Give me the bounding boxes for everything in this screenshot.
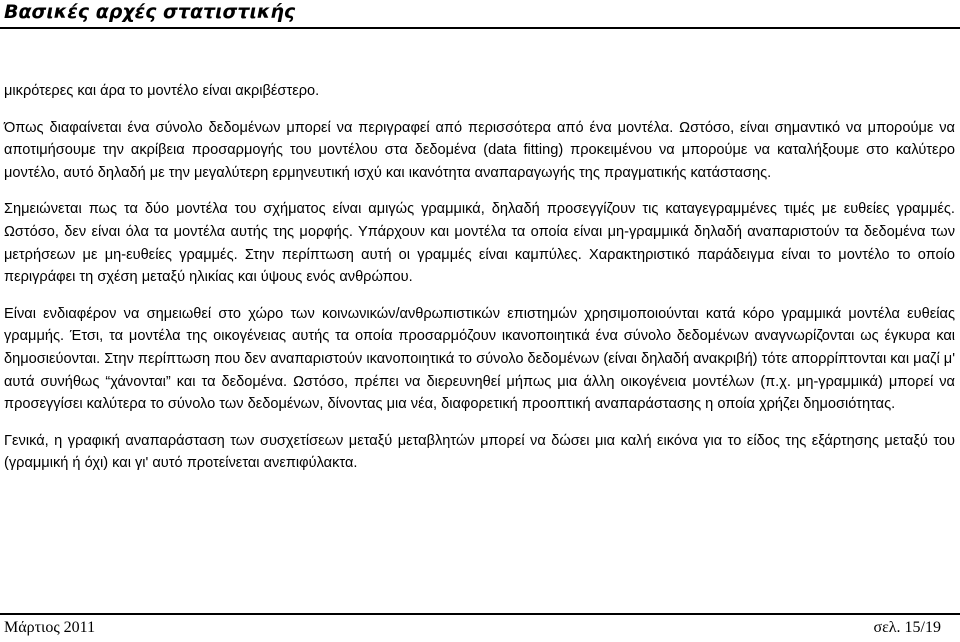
page-footer	[0, 613, 960, 642]
paragraph: Γενικά, η γραφική αναπαράσταση των συσχετίσεων μεταξύ μεταβλητών μπορεί να δώσει μια καλή εικόνα για το είδος της εξάρτησης μεταξύ του (γραμμική ή όχι) και γι' αυτό προτείνεται ανεπιφύλακτα.	[4, 432, 955, 472]
page-header	[0, 0, 960, 29]
paragraph: Σημειώνεται πως τα δύο μοντέλα του σχήματος είναι αμιγώς γραμμικά, δηλαδή προσεγγίζουν τις καταγεγραμμένες τιμές με ευθείες γραμμές. Ωστόσο, δεν είναι όλα τα μοντέλα αυτής της μορφής. Υπάρχουν και μοντέλα τα οποία είναι μη-γραμμικά δηλαδή αναπαριστούν τα δεδομένα των μετρήσεων με μη-ευθείες γραμμές. Στην περίπτωση αυτή οι γραμμές είναι καμπύλες. Χαρακτηριστικό παράδειγμα είναι το μοντέλο το οποίο περιγράφει τη σχέση μεταξύ ηλικίας και ύψους ενός ανθρώπου.	[4, 201, 955, 286]
page-number: σελ. 15/19	[873, 619, 941, 636]
paragraph: μικρότερες και άρα το μοντέλο είναι ακριβέστερο.	[4, 83, 320, 99]
paragraph: Είναι ενδιαφέρον να σημειωθεί στο χώρο των κοινωνικών/ανθρωπιστικών επιστημών χρησιμοποιούνται κατά κόρο γραμμικά μοντέλα ευθείας γραμμής. Έτσι, τα μοντέλα της οικογένειας αυτής τα οποία προσαρμόζουν ικανοποιητικά ένα σύνολο δεδομένων αναγνωρίζονται ως έγκυρα και δημοσιεύονται. Στην περίπτωση που δεν αναπαριστούν ικανοποιητικά το σύνολο δεδομένων (είναι δηλαδή ανακριβή) τότε απορρίπτονται και μαζί μ' αυτά συνήθως “χάνονται” και τα δεδομένα. Ωστόσο, πρέπει να διερευνηθεί μήπως μια άλλη οικογένεια μοντέλων (π.χ. μη-γραμμικά) μπορεί να προσεγγίσει καλύτερα το σύνολο των δεδομένων, δίνοντας μια νέα, διαφορετική προοπτική αναπαράστασης η οποία χρήζει δημοσιότητας.	[4, 305, 955, 413]
header-title: Βασικές αρχές στατιστικής	[4, 1, 296, 23]
footer-date: Μάρτιος 2011	[4, 619, 96, 636]
paragraph: Όπως διαφαίνεται ένα σύνολο δεδομένων μπορεί να περιγραφεί από περισσότερα από ένα μοντέλα. Ωστόσο, είναι σημαντικό να μπορούμε να αποτιμήσουμε την ακρίβεια προσαρμογής του μοντέλου στα δεδομένα (data fitting) προκειμένου να μπορούμε να καταλήξουμε στο καλύτερο μοντέλο, αυτό δηλαδή με την μεγαλύτερη ερμηνευτική ισχύ και ικανότητα αναπαραγωγής της πραγματικής κατάστασης.	[4, 119, 955, 181]
document-body	[4, 80, 955, 475]
